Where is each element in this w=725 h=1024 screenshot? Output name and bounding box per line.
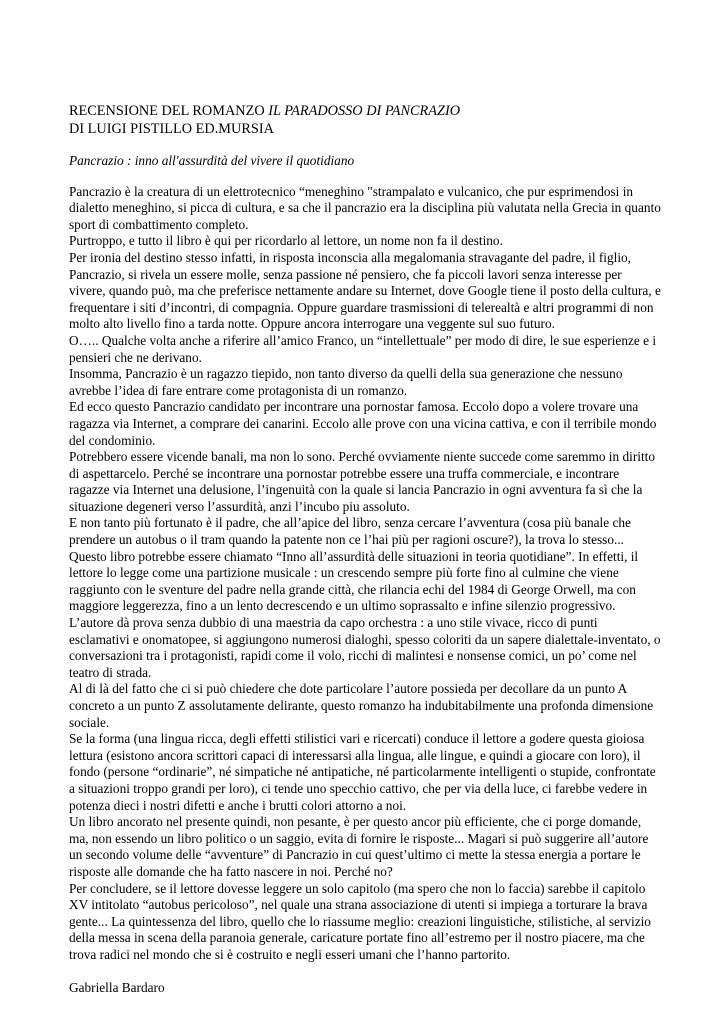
paragraph: O….. Qualche volta anche a riferire all’amico Franco, un “intellettuale” per modo di dire, le sue esperienze e i pensieri che ne derivano. bbox=[69, 332, 657, 365]
paragraph: Al di là del fatto che ci si può chiedere che dote particolare l’autore possieda per decollare da un punto A concreto a un punto Z assolutamente delirante, questo romanzo ha indubitabilmente una profonda dimensione sociale. bbox=[69, 681, 654, 730]
paragraph: Un libro ancorato nel presente quindi, non pesante, è per questo ancor più efficiente, che ci porge domande, ma, non essendo un libro politico o un saggio, evita di fornire le risposte... Magari si può suggerire all’autore un secondo volume delle “avventure” di Pancrazio in cui quest’ultimo ci mette la stessa energia a portare le risposte alle domande che ha fatto nascere in noi. Perché no? bbox=[69, 814, 649, 879]
paragraph: Purtroppo, e tutto il libro è qui per ricordarlo al lettore, un nome non fa il destino. bbox=[69, 233, 503, 249]
paragraph: Se la forma (una lingua ricca, degli effetti stilistici vari e ricercati) conduce il lettore a godere questa gioiosa lettura (esistono ancora scrittori capaci di interessarsi alla lingua, alle lingue, e quindi a giocare con loro), il fondo (persone “ordinarie”, né simpatiche né antipatiche, né particolarmente intelligenti o stupide, confrontate a situazioni troppo grandi per loro), ci tende uno specchio cattivo, che per via della luce, ci farebbe vedere in potenza dieci i nostri difetti e anche i brutti colori attorno a noi. bbox=[69, 731, 656, 813]
paragraph: Questo libro potrebbe essere chiamato “Inno all’assurdità delle situazioni in teoria quotidiane”. In effetti, il lettore lo legge come una partizione musicale : un crescendo sempre più forte fino al culmine che viene raggiunto con le sventure del padre nella grande città, che rilancia echi del 1984 di George Orwell, ma con maggiore leggerezza, fino a un lento decrescendo e un ultimo soprassalto e infine silenzio progressivo. bbox=[69, 548, 639, 614]
book-title: IL PARADOSSO DI PANCRAZIO bbox=[268, 103, 461, 119]
paragraph: Insomma, Pancrazio è un ragazzo tiepido, non tanto diverso da quelli della sua generazione che nessuno avrebbe l’idea di fare entrare come protagonista di un romanzo. bbox=[69, 366, 623, 398]
paragraph: Pancrazio è la creatura di un elettrotecnico “meneghino "strampalato e vulcanico, che pur esprimendosi in dialetto meneghino, si picca di cultura, e sa che il pancrazio era la disciplina più valutata nella Grecia in quanto sport di combattimento completo. bbox=[69, 183, 661, 232]
paragraph: Per ironia del destino stesso infatti, in risposta inconscia alla megalomania stravagante del padre, il figlio, Pancrazio, si rivela un essere molle, senza passione né pensiero, che fa piccoli lavori senza interesse per vivere, quando può, ma che preferisce nettamente andare su Internet, dove Google tiene il posto della cultura, e frequentare i siti d’incontri, di compagnia. Oppure guardare trasmissioni di telerealtà e altri programmi di non molto alto livello fino a tarda notte. Oppure ancora interrogare una veggente sul suo futuro. bbox=[69, 249, 661, 332]
review-subtitle: Pancrazio : inno all'assurdità del vivere il quotidiano bbox=[69, 153, 355, 168]
paragraph: E non tanto più fortunato è il padre, che all’apice del libro, senza cercare l’avventura (cosa più banale che prendere un autobus o il tram quando la patente non ce l’hai più per ragioni oscure?), la trova lo stesso... bbox=[69, 515, 631, 548]
document-page bbox=[69, 103, 661, 996]
paragraph: Potrebbero essere vicende banali, ma non lo sono. Perché ovviamente niente succede come saremmo in diritto di aspettarcelo. Perché se incontrare una pornostar potrebbe essere una truffa commerciale, e incontrare ragazze via Internet una delusione, l’ingenuità con la quale si lancia Pancrazio in ogni avventura fa sì che la situazione degeneri verso l’assurdità, anzi l’incubo piu assoluto. bbox=[69, 449, 655, 514]
document-title bbox=[69, 103, 661, 138]
review-body bbox=[69, 184, 661, 964]
title-author-publisher: DI LUIGI PISTILLO ED.MURSIA bbox=[69, 120, 274, 137]
signature: Gabriella Bardaro bbox=[69, 979, 165, 995]
paragraph: Ed ecco questo Pancrazio candidato per incontrare una pornostar famosa. Eccolo dopo a volere trovare una ragazza via Internet, a comprare dei canarini. Eccolo alle prove con una vicina cattiva, e con il terribile mondo del condominio. bbox=[69, 399, 657, 448]
paragraph: L’autore dà prova senza dubbio di una maestria da capo orchestra : a uno stile vivace, ricco di punti esclamativi e onomatopee, si aggiungono numerosi dialoghi, spesso coloriti da un sapere dialettale-inventato, o conversazioni tra i protagonisti, rapidi come il volo, ricchi di malintesi e nonsense comici, un po’ come nel teatro di strada. bbox=[69, 615, 661, 680]
title-prefix: RECENSIONE DEL ROMANZO bbox=[69, 103, 269, 119]
paragraph: Per concludere, se il lettore dovesse leggere un solo capitolo (ma spero che non lo faccia) sarebbe il capitolo XV intitolato “autobus pericoloso”, nel quale una strana associazione di utenti si impiega a torturare la brava gente... La quintessenza del libro, quello che lo riassume meglio: creazioni linguistiche, stilistiche, al servizio della messa in scena della paranoia generale, caricature portate fino all’estremo per il nostro piacere, ma che trova radici nel mondo che si è costruito e negli esseri umani che l’hanno partorito. bbox=[69, 880, 651, 962]
